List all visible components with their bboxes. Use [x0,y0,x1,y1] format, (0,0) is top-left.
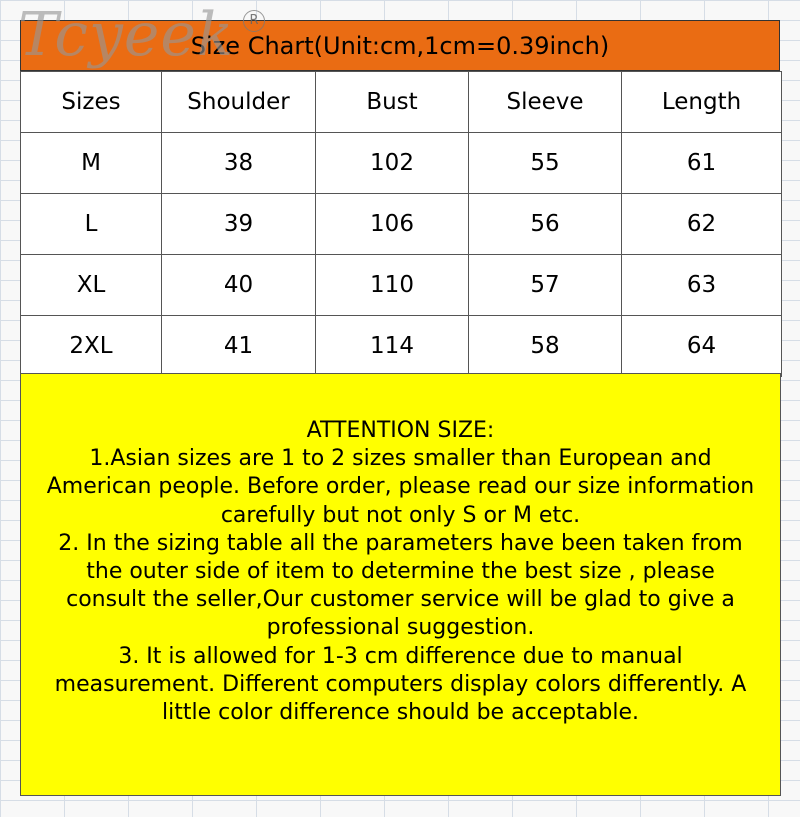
column-header-sleeve: Sleeve [469,72,622,133]
registered-mark-icon: R [243,10,265,32]
table-cell-sleeve: 55 [469,133,622,194]
size-chart-title: Size Chart(Unit:cm,1cm=0.39inch) [20,20,780,71]
size-table [20,71,782,377]
attention-line: 2. In the sizing table all the parameters have been taken from [58,530,743,556]
attention-line: measurement. Different computers display colors differently. A [54,671,747,697]
table-cell-length: 61 [622,133,782,194]
table-row [21,133,782,194]
table-cell-shoulder: 41 [162,316,316,377]
table-row [21,255,782,316]
table-cell-size: M [21,133,162,194]
column-header-shoulder: Shoulder [162,72,316,133]
attention-line: 1.Asian sizes are 1 to 2 sizes smaller than European and [89,446,712,472]
attention-line: professional suggestion. [266,615,535,641]
table-cell-size: L [21,194,162,255]
column-header-sizes: Sizes [21,72,162,133]
attention-line: 3. It is allowed for 1-3 cm difference due to manual [118,643,683,669]
attention-line: consult the seller,Our customer service will be glad to give a [66,587,735,613]
table-cell-length: 63 [622,255,782,316]
attention-heading: ATTENTION SIZE: [306,418,495,443]
table-cell-size: XL [21,255,162,316]
table-cell-shoulder: 38 [162,133,316,194]
table-cell-bust: 110 [316,255,469,316]
brand-logo: Tcyeek [18,0,235,70]
table-cell-bust: 106 [316,194,469,255]
table-cell-sleeve: 57 [469,255,622,316]
table-cell-shoulder: 39 [162,194,316,255]
attention-line: the outer side of item to determine the best size , please [86,559,715,585]
table-header-row [21,72,782,133]
column-header-bust: Bust [316,72,469,133]
table-row [21,316,782,377]
table-cell-size: 2XL [21,316,162,377]
table-row [21,194,782,255]
table-cell-bust: 114 [316,316,469,377]
table-cell-bust: 102 [316,133,469,194]
table-cell-sleeve: 56 [469,194,622,255]
attention-line: American people. Before order, please read our size information [46,474,755,500]
table-cell-shoulder: 40 [162,255,316,316]
table-cell-sleeve: 58 [469,316,622,377]
column-header-length: Length [622,72,782,133]
attention-notice [20,373,781,796]
table-cell-length: 64 [622,316,782,377]
table-cell-length: 62 [622,194,782,255]
attention-line: little color difference should be acceptable. [162,700,639,726]
attention-line: carefully but not only S or M etc. [220,502,581,528]
